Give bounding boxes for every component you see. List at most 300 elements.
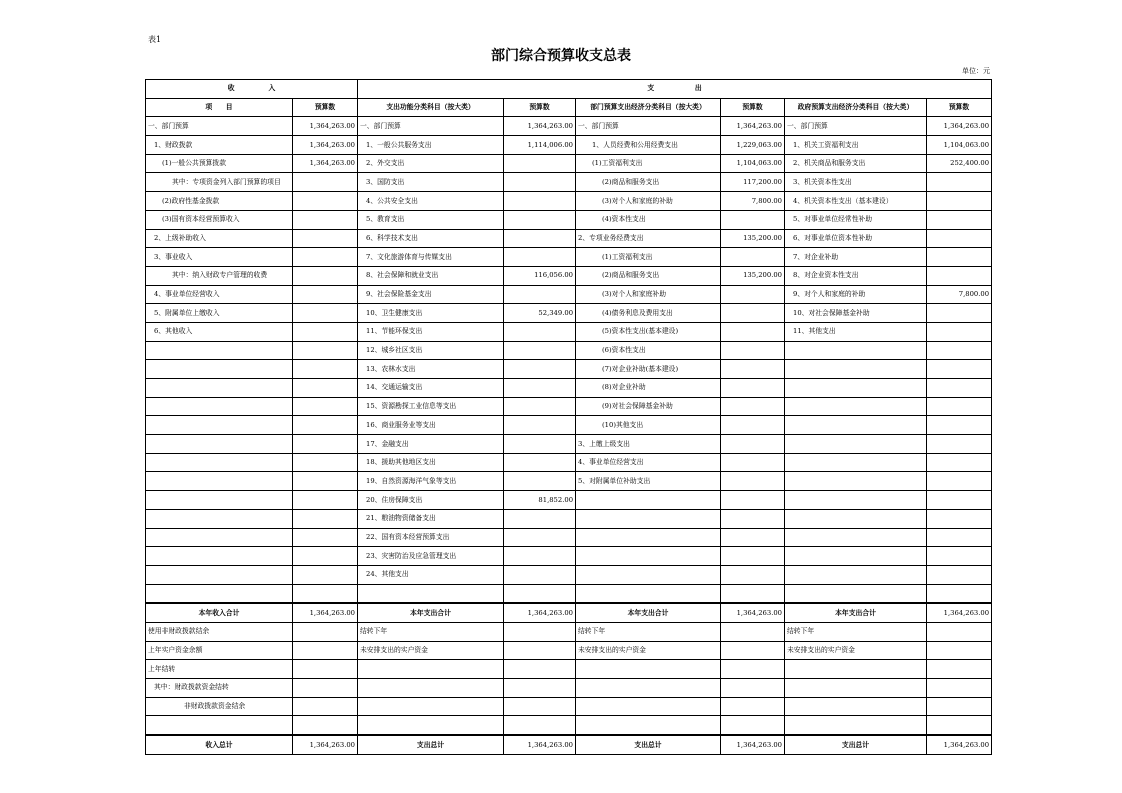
item-cell bbox=[576, 565, 721, 584]
amount-cell: 1,364,263.00 bbox=[721, 117, 785, 136]
amount-cell bbox=[927, 528, 992, 547]
item-cell bbox=[785, 472, 927, 491]
item-cell bbox=[358, 584, 504, 603]
table-row bbox=[146, 660, 992, 679]
amount-cell bbox=[293, 304, 358, 323]
amount-cell bbox=[504, 192, 576, 211]
item-cell bbox=[576, 697, 721, 716]
amount-cell bbox=[504, 322, 576, 341]
amount-cell bbox=[293, 435, 358, 454]
amount-cell bbox=[721, 697, 785, 716]
amount-cell bbox=[721, 397, 785, 416]
item-cell bbox=[146, 472, 293, 491]
amount-cell bbox=[721, 491, 785, 510]
item-cell: 3、机关资本性支出 bbox=[785, 173, 927, 192]
expense-header: 支 出 bbox=[358, 80, 992, 99]
item-cell: 15、资源勘探工业信息等支出 bbox=[358, 397, 504, 416]
amount-cell bbox=[721, 660, 785, 679]
item-cell: (4)债务利息及费用支出 bbox=[576, 304, 721, 323]
amount-cell bbox=[721, 622, 785, 641]
amount-cell bbox=[927, 435, 992, 454]
item-cell bbox=[785, 584, 927, 603]
table-row bbox=[146, 416, 992, 435]
amount-cell bbox=[721, 528, 785, 547]
amount-cell bbox=[293, 229, 358, 248]
unit-label: 单位：元 bbox=[962, 67, 990, 75]
amount-cell: 135,200.00 bbox=[721, 229, 785, 248]
amount-cell bbox=[293, 266, 358, 285]
amount-cell bbox=[293, 416, 358, 435]
table-row bbox=[146, 491, 992, 510]
amount-cell bbox=[721, 679, 785, 698]
amount-cell bbox=[293, 622, 358, 641]
item-cell bbox=[146, 453, 293, 472]
amount-cell bbox=[927, 509, 992, 528]
item-cell: 本年收入合计 bbox=[146, 603, 293, 622]
table-row bbox=[146, 248, 992, 267]
item-cell: 其中：财政拨款资金结转 bbox=[146, 679, 293, 698]
item-cell: (2)商品和服务支出 bbox=[576, 266, 721, 285]
amount-cell bbox=[504, 285, 576, 304]
col-gov-header: 政府预算支出经济分类科目（按大类） bbox=[785, 98, 927, 117]
amount-cell bbox=[504, 341, 576, 360]
amount-cell bbox=[504, 435, 576, 454]
item-cell: 1、财政拨款 bbox=[146, 136, 293, 155]
item-cell: 4、公共安全支出 bbox=[358, 192, 504, 211]
table-row bbox=[146, 697, 992, 716]
item-cell: 6、对事业单位资本性补助 bbox=[785, 229, 927, 248]
amount-cell bbox=[721, 341, 785, 360]
item-cell: 一、部门预算 bbox=[785, 117, 927, 136]
amount-cell bbox=[927, 360, 992, 379]
amount-cell: 116,056.00 bbox=[504, 266, 576, 285]
item-cell: 结转下年 bbox=[576, 622, 721, 641]
amount-cell: 1,229,063.00 bbox=[721, 136, 785, 155]
amount-cell bbox=[504, 472, 576, 491]
item-cell: 8、社会保障和就业支出 bbox=[358, 266, 504, 285]
item-cell: 本年支出合计 bbox=[785, 603, 927, 622]
amount-cell bbox=[293, 679, 358, 698]
item-cell: 结转下年 bbox=[358, 622, 504, 641]
amount-cell: 1,114,006.00 bbox=[504, 136, 576, 155]
table-row bbox=[146, 192, 992, 211]
item-cell: 17、金融支出 bbox=[358, 435, 504, 454]
item-cell: 未安排支出的实户资金 bbox=[785, 641, 927, 660]
item-cell: 10、对社会保障基金补助 bbox=[785, 304, 927, 323]
amount-cell bbox=[293, 697, 358, 716]
item-cell bbox=[785, 360, 927, 379]
amount-cell bbox=[927, 266, 992, 285]
amount-cell bbox=[504, 660, 576, 679]
item-cell bbox=[576, 679, 721, 698]
amount-cell bbox=[927, 322, 992, 341]
item-cell: 18、援助其他地区支出 bbox=[358, 453, 504, 472]
item-cell: 6、科学技术支出 bbox=[358, 229, 504, 248]
item-cell bbox=[146, 509, 293, 528]
amount-cell bbox=[504, 379, 576, 398]
table-row bbox=[146, 117, 992, 136]
item-cell bbox=[146, 584, 293, 603]
item-cell: 2、外交支出 bbox=[358, 154, 504, 173]
amount-cell: 1,364,263.00 bbox=[927, 117, 992, 136]
amount-cell bbox=[721, 641, 785, 660]
item-cell: 5、教育支出 bbox=[358, 210, 504, 229]
amount-cell bbox=[721, 716, 785, 735]
table-row bbox=[146, 679, 992, 698]
item-cell: 5、对事业单位经常性补助 bbox=[785, 210, 927, 229]
table-row bbox=[146, 472, 992, 491]
amount-cell bbox=[927, 304, 992, 323]
amount-cell: 117,200.00 bbox=[721, 173, 785, 192]
table-row bbox=[146, 379, 992, 398]
amount-cell bbox=[504, 360, 576, 379]
amount-cell bbox=[504, 641, 576, 660]
amount-cell bbox=[504, 173, 576, 192]
table-row bbox=[146, 266, 992, 285]
amount-cell bbox=[293, 360, 358, 379]
item-cell: (9)对社会保障基金补助 bbox=[576, 397, 721, 416]
amount-cell: 52,349.00 bbox=[504, 304, 576, 323]
amount-cell: 1,364,263.00 bbox=[293, 136, 358, 155]
item-cell: 21、粮油物资储备支出 bbox=[358, 509, 504, 528]
amount-cell bbox=[927, 565, 992, 584]
amount-cell bbox=[504, 584, 576, 603]
amount-cell bbox=[721, 509, 785, 528]
table-row bbox=[146, 565, 992, 584]
table-row bbox=[146, 229, 992, 248]
item-cell: 未安排支出的实户资金 bbox=[358, 641, 504, 660]
item-cell: 一、部门预算 bbox=[576, 117, 721, 136]
amount-cell: 1,364,263.00 bbox=[721, 735, 785, 754]
amount-cell: 1,364,263.00 bbox=[504, 603, 576, 622]
table-row bbox=[146, 285, 992, 304]
item-cell: 支出总计 bbox=[576, 735, 721, 754]
amount-cell bbox=[721, 285, 785, 304]
item-cell bbox=[576, 509, 721, 528]
item-cell: 20、住房保障支出 bbox=[358, 491, 504, 510]
item-cell: (1)一般公共预算拨款 bbox=[146, 154, 293, 173]
item-cell: (10)其他支出 bbox=[576, 416, 721, 435]
amount-cell bbox=[293, 379, 358, 398]
item-cell: (2)商品和服务支出 bbox=[576, 173, 721, 192]
amount-cell bbox=[504, 210, 576, 229]
item-cell: 1、一般公共服务支出 bbox=[358, 136, 504, 155]
table-row bbox=[146, 341, 992, 360]
item-cell: 上年结转 bbox=[146, 660, 293, 679]
item-cell bbox=[576, 584, 721, 603]
amount-cell bbox=[927, 453, 992, 472]
amount-cell bbox=[927, 192, 992, 211]
item-cell bbox=[576, 660, 721, 679]
table-row bbox=[146, 716, 992, 735]
col-amount-header: 预算数 bbox=[721, 98, 785, 117]
item-cell: 4、事业单位经营支出 bbox=[576, 453, 721, 472]
amount-cell bbox=[293, 210, 358, 229]
amount-cell: 1,364,263.00 bbox=[504, 735, 576, 754]
item-cell bbox=[785, 491, 927, 510]
item-cell bbox=[146, 491, 293, 510]
amount-cell bbox=[504, 154, 576, 173]
item-cell: 3、事业收入 bbox=[146, 248, 293, 267]
amount-cell bbox=[504, 528, 576, 547]
amount-cell bbox=[293, 584, 358, 603]
amount-cell bbox=[293, 341, 358, 360]
amount-cell bbox=[927, 472, 992, 491]
amount-cell bbox=[927, 547, 992, 566]
item-cell: (3)国有资本经营预算收入 bbox=[146, 210, 293, 229]
item-cell: 结转下年 bbox=[785, 622, 927, 641]
item-cell bbox=[146, 716, 293, 735]
table-row bbox=[146, 322, 992, 341]
item-cell: 非财政拨款资金结余 bbox=[146, 697, 293, 716]
amount-cell: 1,104,063.00 bbox=[927, 136, 992, 155]
item-cell: 2、专项业务经费支出 bbox=[576, 229, 721, 248]
col-amount-header: 预算数 bbox=[293, 98, 358, 117]
amount-cell bbox=[721, 453, 785, 472]
amount-cell bbox=[293, 491, 358, 510]
item-cell bbox=[358, 697, 504, 716]
table-body bbox=[146, 117, 992, 754]
item-cell bbox=[785, 660, 927, 679]
item-cell: 3、上缴上级支出 bbox=[576, 435, 721, 454]
amount-cell bbox=[721, 322, 785, 341]
table-row bbox=[146, 210, 992, 229]
amount-cell bbox=[927, 341, 992, 360]
amount-cell: 1,364,263.00 bbox=[504, 117, 576, 136]
budget-table bbox=[145, 79, 992, 755]
item-cell: 2、上级补助收入 bbox=[146, 229, 293, 248]
amount-cell bbox=[927, 173, 992, 192]
amount-cell bbox=[293, 716, 358, 735]
table-row bbox=[146, 136, 992, 155]
item-cell bbox=[785, 679, 927, 698]
table-row bbox=[146, 622, 992, 641]
item-cell bbox=[146, 379, 293, 398]
table-row bbox=[146, 547, 992, 566]
amount-cell: 7,800.00 bbox=[927, 285, 992, 304]
item-cell: 1、人员经费和公用经费支出 bbox=[576, 136, 721, 155]
amount-cell: 1,364,263.00 bbox=[293, 735, 358, 754]
amount-cell bbox=[721, 379, 785, 398]
amount-cell bbox=[504, 248, 576, 267]
item-cell bbox=[785, 509, 927, 528]
item-cell: 本年支出合计 bbox=[358, 603, 504, 622]
table-row bbox=[146, 154, 992, 173]
item-cell bbox=[785, 716, 927, 735]
table-row bbox=[146, 603, 992, 622]
item-cell bbox=[146, 435, 293, 454]
amount-cell bbox=[927, 416, 992, 435]
amount-cell bbox=[927, 397, 992, 416]
item-cell: (3)对个人和家庭的补助 bbox=[576, 192, 721, 211]
item-cell: (3)对个人和家庭补助 bbox=[576, 285, 721, 304]
col-item-header: 项 目 bbox=[146, 98, 293, 117]
amount-cell bbox=[721, 565, 785, 584]
amount-cell: 1,364,263.00 bbox=[293, 117, 358, 136]
item-cell bbox=[576, 716, 721, 735]
amount-cell bbox=[721, 472, 785, 491]
item-cell: 11、其他支出 bbox=[785, 322, 927, 341]
item-cell bbox=[146, 341, 293, 360]
item-cell: 2、机关商品和服务支出 bbox=[785, 154, 927, 173]
item-cell: 11、节能环保支出 bbox=[358, 322, 504, 341]
amount-cell bbox=[293, 397, 358, 416]
amount-cell bbox=[293, 453, 358, 472]
item-cell bbox=[576, 491, 721, 510]
item-cell bbox=[785, 697, 927, 716]
item-cell: 其中：专项资金列入部门预算的项目 bbox=[146, 173, 293, 192]
table-row bbox=[146, 360, 992, 379]
income-header: 收 入 bbox=[146, 80, 358, 99]
amount-cell bbox=[927, 697, 992, 716]
item-cell: 一、部门预算 bbox=[146, 117, 293, 136]
amount-cell bbox=[293, 173, 358, 192]
item-cell bbox=[358, 679, 504, 698]
amount-cell bbox=[293, 192, 358, 211]
item-cell: 本年支出合计 bbox=[576, 603, 721, 622]
item-cell bbox=[576, 547, 721, 566]
amount-cell: 1,364,263.00 bbox=[721, 603, 785, 622]
page-title: 部门综合预算收支总表 bbox=[491, 48, 631, 64]
amount-cell bbox=[504, 509, 576, 528]
amount-cell bbox=[721, 210, 785, 229]
amount-cell bbox=[721, 584, 785, 603]
item-cell: 7、文化旅游体育与传媒支出 bbox=[358, 248, 504, 267]
item-cell bbox=[146, 416, 293, 435]
amount-cell: 81,852.00 bbox=[504, 491, 576, 510]
amount-cell bbox=[293, 528, 358, 547]
item-cell: (4)资本性支出 bbox=[576, 210, 721, 229]
item-cell: 12、城乡社区支出 bbox=[358, 341, 504, 360]
item-cell bbox=[146, 547, 293, 566]
amount-cell bbox=[504, 716, 576, 735]
amount-cell: 1,364,263.00 bbox=[927, 603, 992, 622]
item-cell: 其中：纳入财政专户管理的收费 bbox=[146, 266, 293, 285]
item-cell: (8)对企业补助 bbox=[576, 379, 721, 398]
amount-cell bbox=[293, 660, 358, 679]
item-cell bbox=[358, 660, 504, 679]
amount-cell bbox=[293, 509, 358, 528]
item-cell bbox=[785, 341, 927, 360]
amount-cell bbox=[293, 248, 358, 267]
item-cell: 8、对企业资本性支出 bbox=[785, 266, 927, 285]
item-cell bbox=[785, 565, 927, 584]
item-cell: 9、对个人和家庭的补助 bbox=[785, 285, 927, 304]
amount-cell: 1,364,263.00 bbox=[293, 603, 358, 622]
amount-cell bbox=[504, 416, 576, 435]
item-cell bbox=[785, 453, 927, 472]
item-cell: 收入总计 bbox=[146, 735, 293, 754]
amount-cell bbox=[927, 210, 992, 229]
item-cell: 未安排支出的实户资金 bbox=[576, 641, 721, 660]
item-cell: 5、对附属单位补助支出 bbox=[576, 472, 721, 491]
table-row bbox=[146, 528, 992, 547]
table-row bbox=[146, 735, 992, 754]
item-cell: 支出总计 bbox=[358, 735, 504, 754]
item-cell: 13、农林水支出 bbox=[358, 360, 504, 379]
amount-cell bbox=[721, 547, 785, 566]
item-cell bbox=[785, 547, 927, 566]
amount-cell bbox=[927, 716, 992, 735]
amount-cell bbox=[293, 641, 358, 660]
amount-cell bbox=[721, 416, 785, 435]
item-cell: (7)对企业补助(基本建设) bbox=[576, 360, 721, 379]
amount-cell bbox=[721, 435, 785, 454]
item-cell bbox=[146, 528, 293, 547]
amount-cell bbox=[927, 622, 992, 641]
amount-cell bbox=[504, 547, 576, 566]
amount-cell bbox=[504, 697, 576, 716]
item-cell: 24、其他支出 bbox=[358, 565, 504, 584]
table-row bbox=[146, 397, 992, 416]
item-cell: 16、商业服务业等支出 bbox=[358, 416, 504, 435]
item-cell: 7、对企业补助 bbox=[785, 248, 927, 267]
table-row bbox=[146, 509, 992, 528]
table-row bbox=[146, 304, 992, 323]
item-cell: 6、其他收入 bbox=[146, 322, 293, 341]
item-cell: 3、国防支出 bbox=[358, 173, 504, 192]
amount-cell bbox=[293, 565, 358, 584]
table-tag: 表1 bbox=[148, 35, 162, 44]
amount-cell bbox=[504, 679, 576, 698]
item-cell: 4、事业单位经营收入 bbox=[146, 285, 293, 304]
amount-cell bbox=[293, 322, 358, 341]
amount-cell: 252,400.00 bbox=[927, 154, 992, 173]
amount-cell bbox=[927, 679, 992, 698]
amount-cell bbox=[721, 248, 785, 267]
amount-cell: 1,364,263.00 bbox=[927, 735, 992, 754]
amount-cell: 1,104,063.00 bbox=[721, 154, 785, 173]
item-cell bbox=[785, 379, 927, 398]
item-cell bbox=[785, 435, 927, 454]
item-cell: 10、卫生健康支出 bbox=[358, 304, 504, 323]
amount-cell bbox=[293, 472, 358, 491]
item-cell bbox=[785, 416, 927, 435]
amount-cell bbox=[504, 229, 576, 248]
item-cell: 一、部门预算 bbox=[358, 117, 504, 136]
amount-cell bbox=[927, 584, 992, 603]
table-row bbox=[146, 173, 992, 192]
amount-cell bbox=[927, 641, 992, 660]
col-func-header: 支出功能分类科目（按大类） bbox=[358, 98, 504, 117]
item-cell: 9、社会保险基金支出 bbox=[358, 285, 504, 304]
amount-cell: 7,800.00 bbox=[721, 192, 785, 211]
amount-cell bbox=[504, 453, 576, 472]
table-row bbox=[146, 435, 992, 454]
amount-cell bbox=[293, 547, 358, 566]
item-cell: 上年实户资金余额 bbox=[146, 641, 293, 660]
item-cell bbox=[576, 528, 721, 547]
amount-cell bbox=[504, 622, 576, 641]
amount-cell bbox=[927, 229, 992, 248]
item-cell bbox=[146, 360, 293, 379]
amount-cell: 1,364,263.00 bbox=[293, 154, 358, 173]
item-cell: 1、机关工资福利支出 bbox=[785, 136, 927, 155]
item-cell: 23、灾害防治及应急管理支出 bbox=[358, 547, 504, 566]
item-cell: (6)资本性支出 bbox=[576, 341, 721, 360]
amount-cell bbox=[927, 660, 992, 679]
item-cell: 19、自然资源海洋气象等支出 bbox=[358, 472, 504, 491]
item-cell bbox=[358, 716, 504, 735]
item-cell bbox=[146, 565, 293, 584]
amount-cell bbox=[927, 248, 992, 267]
table-row bbox=[146, 641, 992, 660]
table-row bbox=[146, 453, 992, 472]
col-amount-header: 预算数 bbox=[927, 98, 992, 117]
amount-cell bbox=[293, 285, 358, 304]
item-cell: (5)资本性支出(基本建设) bbox=[576, 322, 721, 341]
amount-cell: 135,200.00 bbox=[721, 266, 785, 285]
